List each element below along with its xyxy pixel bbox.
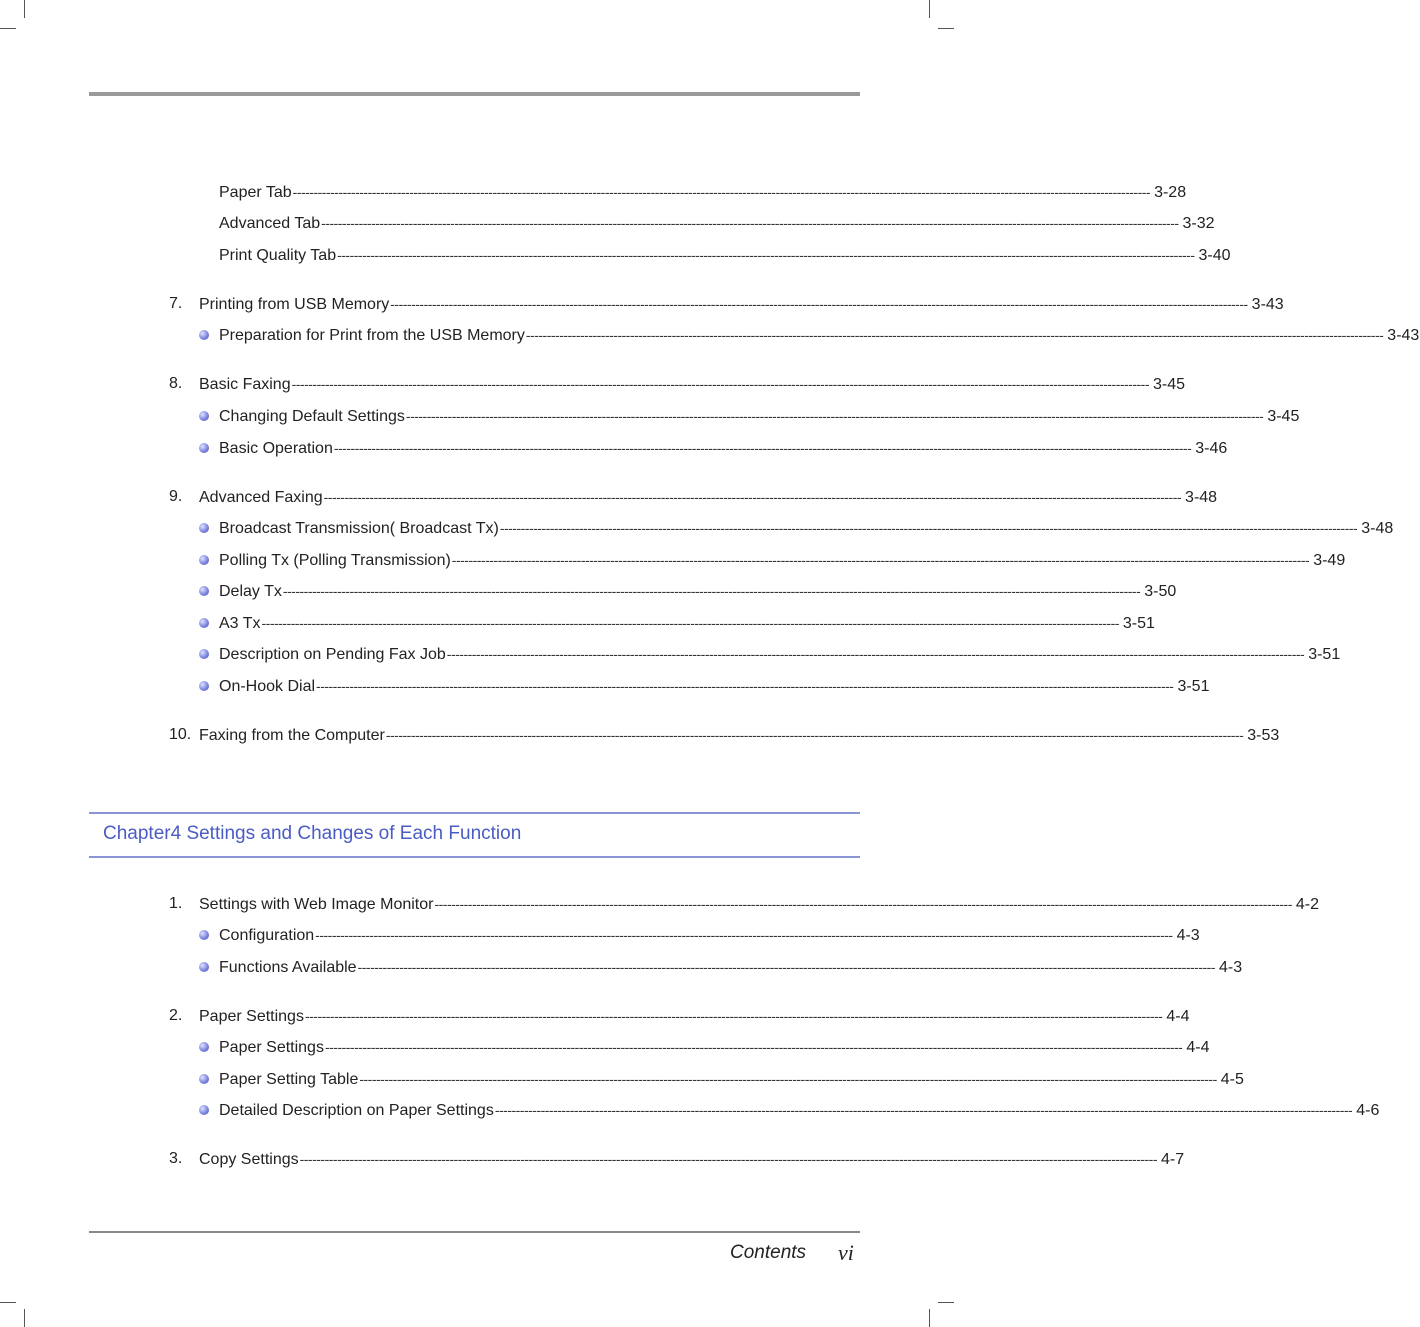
leader-dots: -------------------------------------------------------------------------------------------------------------------------------------------------------------------------------------------------------------- <box>434 896 1292 912</box>
footer-rule <box>89 1231 860 1233</box>
leader-dots: -------------------------------------------------------------------------------------------------------------------------------------------------------------------------------------------------------------- <box>499 520 1358 536</box>
footer-label: Contents <box>730 1242 807 1263</box>
toc-entry[interactable] <box>0 212 1215 234</box>
bullet-icon <box>199 930 209 940</box>
bullet-icon <box>199 443 209 453</box>
toc-page: 3-46 <box>1195 440 1228 457</box>
leader-dots: -------------------------------------------------------------------------------------------------------------------------------------------------------------------------------------------------------------- <box>291 376 1149 392</box>
bullet-icon <box>199 330 209 340</box>
leader-dots: -------------------------------------------------------------------------------------------------------------------------------------------------------------------------------------------------------------- <box>282 583 1141 599</box>
crop-mark-bottom-left-v <box>24 1309 25 1327</box>
leader-dots: -------------------------------------------------------------------------------------------------------------------------------------------------------------------------------------------------------------- <box>315 927 1173 943</box>
leader-dots: -------------------------------------------------------------------------------------------------------------------------------------------------------------------------------------------------------------- <box>304 1008 1163 1024</box>
leader-dots: -------------------------------------------------------------------------------------------------------------------------------------------------------------------------------------------------------------- <box>451 552 1310 568</box>
toc-page: 3-45 <box>1267 408 1300 425</box>
toc-entry[interactable] <box>0 956 1243 978</box>
leader-dots: -------------------------------------------------------------------------------------------------------------------------------------------------------------------------------------------------------------- <box>405 408 1264 424</box>
toc-label: Advanced Faxing <box>199 489 323 506</box>
crop-mark-top-left-v <box>24 0 25 18</box>
chapter-rule-bottom <box>89 856 860 858</box>
toc-entry[interactable] <box>0 675 1210 697</box>
bullet-icon <box>199 1105 209 1115</box>
toc-page: 4-3 <box>1218 959 1243 976</box>
toc-page: 3-51 <box>1177 678 1210 695</box>
toc-entry[interactable] <box>0 1099 1380 1121</box>
toc-page: 3-48 <box>1361 520 1394 537</box>
leader-dots: -------------------------------------------------------------------------------------------------------------------------------------------------------------------------------------------------------------- <box>261 615 1119 631</box>
toc-label: Configuration <box>219 927 315 944</box>
toc-entry[interactable] <box>0 293 1284 315</box>
leader-dots: -------------------------------------------------------------------------------------------------------------------------------------------------------------------------------------------------------------- <box>316 678 1174 694</box>
toc-label: Print Quality Tab <box>219 247 337 264</box>
toc-entry[interactable] <box>0 1068 1244 1090</box>
bullet-icon <box>199 681 209 691</box>
leader-dots: -------------------------------------------------------------------------------------------------------------------------------------------------------------------------------------------------------------- <box>390 296 1248 312</box>
toc-entry[interactable] <box>0 924 1200 946</box>
crop-mark-top-right-h <box>938 28 954 29</box>
toc-entry[interactable] <box>0 1005 1190 1027</box>
leader-dots: -------------------------------------------------------------------------------------------------------------------------------------------------------------------------------------------------------------- <box>337 247 1195 263</box>
toc-page: 3-49 <box>1313 552 1346 569</box>
toc-entry[interactable] <box>0 612 1155 634</box>
toc-label: Delay Tx <box>219 583 282 600</box>
toc-label: Preparation for Print from the USB Memory <box>219 327 525 344</box>
crop-mark-bottom-right-v <box>929 1309 930 1327</box>
toc-number: 3. <box>169 1150 183 1167</box>
toc-page: 3-48 <box>1185 489 1218 506</box>
toc-page: 4-3 <box>1176 927 1200 944</box>
toc-entry[interactable] <box>0 580 1177 602</box>
toc-label: Paper Setting Table <box>219 1071 359 1088</box>
toc-label: Copy Settings <box>199 1151 299 1168</box>
toc-page: 3-53 <box>1247 727 1280 744</box>
toc-label: Settings with Web Image Monitor <box>199 896 434 913</box>
toc-number: 9. <box>169 488 183 505</box>
bullet-icon <box>199 649 209 659</box>
toc-label: Faxing from the Computer <box>199 727 385 744</box>
toc-page: 3-43 <box>1387 327 1420 344</box>
toc-label: Paper Settings <box>199 1008 304 1025</box>
bullet-icon <box>199 1042 209 1052</box>
toc-label: Basic Faxing <box>199 376 291 393</box>
bullet-icon <box>199 1074 209 1084</box>
toc-label: A3 Tx <box>219 615 261 632</box>
bullet-icon <box>199 411 209 421</box>
toc-label: Polling Tx (Polling Transmission) <box>219 552 451 569</box>
toc-label: Broadcast Transmission( Broadcast Tx) <box>219 520 499 537</box>
toc-label: Detailed Description on Paper Settings <box>219 1102 494 1119</box>
leader-dots: -------------------------------------------------------------------------------------------------------------------------------------------------------------------------------------------------------------- <box>323 489 1182 505</box>
toc-page: 3-51 <box>1122 615 1155 632</box>
leader-dots: -------------------------------------------------------------------------------------------------------------------------------------------------------------------------------------------------------------- <box>299 1151 1158 1167</box>
toc-entry[interactable] <box>0 373 1186 395</box>
leader-dots: -------------------------------------------------------------------------------------------------------------------------------------------------------------------------------------------------------------- <box>385 727 1244 743</box>
leader-dots: -------------------------------------------------------------------------------------------------------------------------------------------------------------------------------------------------------------- <box>324 1039 1183 1055</box>
leader-dots: -------------------------------------------------------------------------------------------------------------------------------------------------------------------------------------------------------------- <box>359 1071 1217 1087</box>
toc-entry[interactable] <box>0 517 1394 539</box>
toc-label: Basic Operation <box>219 440 333 457</box>
toc-page: 4-5 <box>1220 1071 1244 1088</box>
toc-entry[interactable] <box>0 244 1231 266</box>
toc-page: 3-45 <box>1153 376 1186 393</box>
toc-page: 3-40 <box>1198 247 1231 264</box>
bullet-icon <box>199 618 209 628</box>
chapter-rule-top <box>89 812 860 814</box>
toc-page: 3-32 <box>1182 215 1215 232</box>
leader-dots: -------------------------------------------------------------------------------------------------------------------------------------------------------------------------------------------------------------- <box>321 215 1179 231</box>
toc-label: Description on Pending Fax Job <box>219 646 446 663</box>
toc-page: 4-2 <box>1295 896 1320 913</box>
toc-page: 4-4 <box>1186 1039 1210 1056</box>
toc-entry[interactable] <box>0 405 1300 427</box>
toc-label: Functions Available <box>219 959 357 976</box>
toc-label: Paper Tab <box>219 184 292 201</box>
toc-page: 4-6 <box>1356 1102 1380 1119</box>
toc-entry[interactable] <box>0 893 1320 915</box>
toc-label: Paper Settings <box>219 1039 324 1056</box>
leader-dots: -------------------------------------------------------------------------------------------------------------------------------------------------------------------------------------------------------------- <box>446 646 1305 662</box>
leader-dots: -------------------------------------------------------------------------------------------------------------------------------------------------------------------------------------------------------------- <box>292 184 1151 200</box>
toc-entry[interactable] <box>0 724 1280 746</box>
toc-number: 1. <box>169 895 183 912</box>
toc-entry[interactable] <box>0 1036 1210 1058</box>
toc-page: 3-43 <box>1251 296 1284 313</box>
toc-label: On-Hook Dial <box>219 678 316 695</box>
toc-number: 8. <box>169 375 183 392</box>
crop-mark-top-left-h <box>0 28 16 29</box>
toc-number: 2. <box>169 1007 183 1024</box>
toc-number: 7. <box>169 295 183 312</box>
toc-label: Printing from USB Memory <box>199 296 390 313</box>
toc-page: 3-28 <box>1154 184 1187 201</box>
toc-entry[interactable] <box>0 1148 1185 1170</box>
toc-entry[interactable] <box>0 643 1341 665</box>
toc-page: 4-7 <box>1161 1151 1185 1168</box>
toc-label: Advanced Tab <box>219 215 321 232</box>
footer-page-number: vi <box>838 1240 854 1265</box>
toc-label: Changing Default Settings <box>219 408 405 425</box>
chapter-title[interactable]: Chapter4 Settings and Changes of Each Function <box>103 823 522 844</box>
crop-mark-top-right-v <box>929 0 930 18</box>
header-rule <box>89 92 860 96</box>
leader-dots: -------------------------------------------------------------------------------------------------------------------------------------------------------------------------------------------------------------- <box>357 959 1215 975</box>
toc-number: 10. <box>169 726 192 743</box>
toc-entry[interactable] <box>0 549 1346 571</box>
toc-entry[interactable] <box>0 486 1218 508</box>
toc-entry[interactable] <box>0 437 1228 459</box>
leader-dots: -------------------------------------------------------------------------------------------------------------------------------------------------------------------------------------------------------------- <box>525 327 1384 343</box>
bullet-icon <box>199 962 209 972</box>
toc-page: 3-51 <box>1308 646 1341 663</box>
toc-entry[interactable] <box>0 181 1187 203</box>
leader-dots: -------------------------------------------------------------------------------------------------------------------------------------------------------------------------------------------------------------- <box>494 1102 1353 1118</box>
toc-page: 4-4 <box>1166 1008 1190 1025</box>
bullet-icon <box>199 523 209 533</box>
toc-entry[interactable] <box>0 324 1420 346</box>
toc-page: 3-50 <box>1144 583 1177 600</box>
bullet-icon <box>199 586 209 596</box>
crop-mark-bottom-right-h <box>938 1302 954 1303</box>
crop-mark-bottom-left-h <box>0 1302 16 1303</box>
leader-dots: -------------------------------------------------------------------------------------------------------------------------------------------------------------------------------------------------------------- <box>333 440 1192 456</box>
bullet-icon <box>199 555 209 565</box>
